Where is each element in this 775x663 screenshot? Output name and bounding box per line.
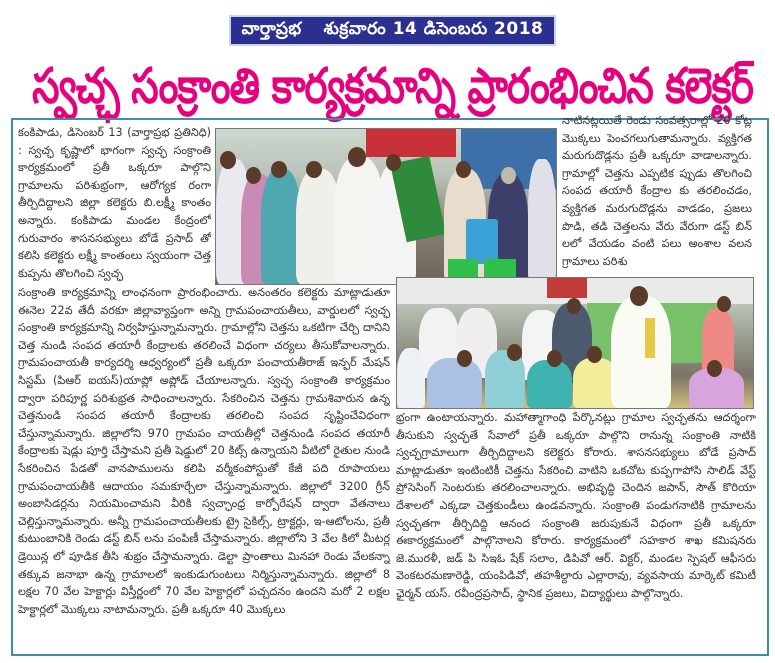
- publication-date: శుక్రవారం 14 డిసెంబరు 2018: [323, 18, 544, 39]
- photo-meeting: [396, 277, 754, 409]
- headline: స్వచ్ఛ సంక్రాంతి కార్యక్రమాన్ని ప్రారంభించిన కలెక్టర్: [32, 58, 753, 115]
- masthead-banner: [229, 15, 556, 46]
- article-text-right-bottom: భ్రంగా ఉంటాయన్నారు. మహాత్మాగాంధి పేర్కొనట్లు గ్రామాల స్వచ్ఛతను ఆదర్శంగా తీసుకుని స్వచ్ఛతే సేవాలో ప్రతీ ఒక్కరూ పాల్గొని రానున్న సంక్రాంతి నాటికి స్వచ్ఛగ్రామాలుగా తీర్చిదిద్దాలని కలెక్టరు కోరారు. శాసనసభ్యులు బోడే ప్రసాద్ మాట్లాడుతూ ఇంటింటికీ చెత్తను సేకరించి వాటిని ఒకచోట కుప్పగాపోసి సాలిడ్ వేస్ట్ ప్రోసెసింగ్ సెంటరుకు తరలించాలన్నారు. అభివృద్ధి చెందిన జపాన్, సౌత్ కొరియా దేశాలలో ఎక్కడా చెత్తకుండీలు ఉండవన్నారు. సంక్రాంతి పండుగనాటికి గ్రామాలను స్వచ్ఛతగా తీర్చిదిద్ది ఆనంద సంక్రాంతి జరుపుకునే విధంగా ప్రతీ ఒక్కరూ ఈకార్యక్రమంలో పాల్గొనాలని కోరారు. కార్యక్రమంలో సహకార శాఖ కమిషనరు జె.మురళీ, జడ్ పి సిఇఓ షేక్ సలాం, డిపివో ఆర్. విక్టర్, మండల స్పెషల్ ఆఫీసరు వెంకటరమణారెడ్డి, యంపిడివో, తహశీల్దారు ఎల్లారావు, వ్యవసాయ మార్కెట్ కమిటీ ఛైర్మన్ యస్. రవీంద్రప్రసాద్, స్థానిక ప్రజలు, విద్యార్థులు పాల్గొన్నారు.: [396, 411, 756, 600]
- article-text-left-main: సంక్రాంతి కార్యక్రమాన్ని లాంఛనంగా ప్రారంభించారు. అనంతరం కలెక్టరు మాట్లాడుతూ ఈనెల 22వ తేదీ వరకూ జిల్లావ్యాప్తంగా అన్ని గ్రామపంచాయతీలు, వార్డులలో స్వచ్ఛ సంక్రాంతి కార్యక్రమాన్ని నిర్వహిస్తున్నామన్నారు. గ్రామాల్లోని చెత్తను ఒకటిగా చేర్చి దానిని చెత్త నుండి సంపద తయారీ కేంద్రాలకు తరలించే విధంగా చర్యలు తీసుకోవాలన్నారు. గ్రామపంచాయతీ కార్యదర్శి ఆధ్వర్యంలో ప్రతీ ఒక్కరూ పంచాయతీరాజ్ ఇన్ఫర్ మేషన్ సిస్టమ్ (పిఆర్ ఐయస్)యాప్లో అప్లోడ్ చేయాలన్నారు. స్వచ్ఛ సంక్రాంతి కార్యక్రమం ద్వారా పరిపూర్ణ పరిశుభ్రత సాధించాలన్నారు. సేకరించిన చెత్తను గ్రామశివారున ఉన్న చెత్తనుండి సంపద తయారీ కేంద్రాలకు తరలించి సంపద సృష్టించేవిధంగా చేస్తున్నామన్నారు. జిల్లాలోని 970 గ్రామపం చాయతీల్లో చెత్తనుండి సంపద తయారీ కేంద్రాలకు షెడ్లు పూర్తి చేస్తామని ప్రతీ షెడ్డులో 20 కిట్స్ ఉన్నాయని వీటిలో రైతుల నుండి సేకరించిన పేడతో వానపాములను కలిపి వర్మీకంపోస్టుతో కేజీ పది రూపాయలు గ్రామపంచాయతీకి ఆదాయం సమకూర్చేలా చేస్తున్నామన్నారు. జిల్లాలో 3200 గ్రీన్ అంబాసిడర్లను నియమించామని వీరికి స్వచ్ఛాంధ్ర కార్పోరేషన్ ద్వారా వేతనాలు చెల్లిస్తున్నామన్నారు. అన్నీ గ్రామపంచాయతీలకు ట్రై సైకిల్స్, ట్రాక్టర్లు, ఇ-ఆటోలను, ప్రతీ కుటుంబానికి రెండు డస్ట్ బిన్ లను పంపిణీ చేస్తామన్నారు. జిల్లాలోని 3 వేల కిలో మీటర్ల డ్రెయిన్ల లో పూడిక తీసి శుభ్రం చేస్తామన్నారు. డెల్టా ప్రాంతాలు మినహా రెండు వేలకన్నా తక్కువ జనాభా ఉన్న గ్రామాలలో ఇంకుడుగుంటలు నిర్మిస్తున్నామన్నారు. జిల్లాలో 8 లక్షల 70 వేల హెక్టార్లు విస్తీర్ణంలో 70 వేల హెక్టార్లలో పచ్చదనం ఉందని మరో 2 లక్షల హెక్టార్లలో మొక్కలు నాటామన్నారు. ప్రతీ ఒక్కరూ 40 మొక్కలు: [18, 286, 390, 616]
- article-text-left-top: కంకిపాడు, డిసెంబర్ 13 (వార్తాప్రభ ప్రతినిధి) : స్వచ్ఛ కృష్ణాలో భాగంగా స్వచ్ఛ సంక్రాంతి కార్యక్రమంలో ప్రతీ ఒక్కరూ పాల్గొని గ్రామాలను పరిశుభ్రంగా, ఆరోగ్యక రంగా తీర్చిదిద్దాలని జిల్లా కలెక్టరు బి.లక్ష్మీ కాంతం అన్నారు. కంకిపాడు మండల కేంద్రంలో గురువారం శాసనసభ్యులు బోడే ప్రసాద్ తో కలిసి కలెక్టరు లక్ష్మీ కాంతంలు స్వయంగా చెత్త కుప్పను తొలగించి స్వచ్ఛ: [18, 126, 211, 280]
- photo-flag-off: [215, 128, 557, 285]
- article-text-right-top: నాటినట్లయితే రెండు సంవత్సరాల్లో 20 కోట్ల మొక్కలు పెంచగలుగుతామన్నారు. వ్యక్తిగత మరుగుదొడ్లను ప్రతీ ఒక్కరూ వాడాలన్నారు. గ్రామాల్లో చెత్తను ఎప్పటిక ప్పుడు తొలగించి సంపద తయారీ కేంద్రాల కు తరలించడం, వ్యక్తిగత మరుగుదొడ్లను వాడడం, ప్రజలు పొడి, తడి చెత్తలను వేరు వేరుగా డస్ట్ బిన్ లలో వేయడం వంటి పలు అంశాల వలన గ్రామాలు పరిశు: [562, 114, 752, 268]
- paper-name: వార్తాప్రభ: [241, 18, 302, 39]
